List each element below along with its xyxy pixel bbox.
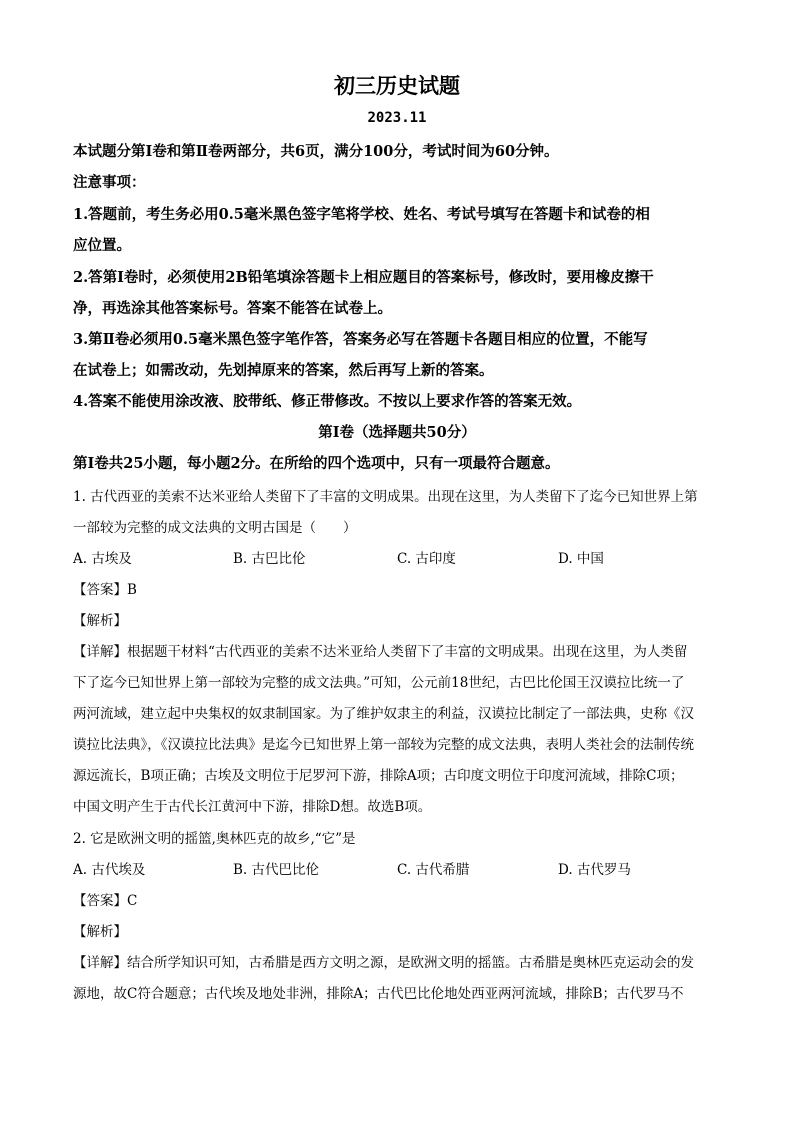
option-b: B. 古代巴比伦: [233, 862, 320, 878]
detail-line: 下了迄今已知世界上第一部较为完整的成文法典。”可知，公元前18世纪，古巴比伦国王汉谟拉比统一了: [73, 675, 685, 691]
exam-date: 2023.11: [367, 110, 427, 126]
option-d: D. 古代罗马: [558, 862, 631, 878]
page-title: 初三历史试题: [334, 73, 460, 98]
detail-line: 【详解】根据题干材料“古代西亚的美索不达米亚给人类留下了丰富的文明成果。出现在这里，为人类留: [73, 644, 688, 660]
analysis-label: 【解析】: [73, 613, 127, 629]
option-a: A. 古埃及: [73, 551, 132, 567]
notice-line: 在试卷上；如需改动，先划掉原来的答案，然后再写上新的答案。: [73, 362, 494, 379]
notice-line: 4.答案不能使用涂改液、胶带纸、修正带修改。不按以上要求作答的答案无效。: [73, 393, 582, 410]
analysis-label: 【解析】: [73, 924, 127, 940]
notice-title: 注意事项：: [73, 174, 146, 191]
option-c: C. 古印度: [397, 551, 456, 567]
notice-line: 3.第Ⅱ卷必须用0.5毫米黑色签字笔作答，答案务必写在答题卡各题目相应的位置，不能写: [73, 331, 648, 348]
option-b: B. 古巴比伦: [233, 551, 306, 567]
detail-line: 【详解】结合所学知识可知，古希腊是西方文明之源，是欧洲文明的摇篮。古希腊是奥林匹克运动会的发: [73, 955, 694, 971]
notice-line: 1.答题前，考生务必用0.5毫米黑色签字笔将学校、姓名、考试号填写在答题卡和试卷的相: [73, 206, 650, 223]
intro-text: 本试题分第Ⅰ卷和第Ⅱ卷两部分，共6页，满分100分，考试时间为60分钟。: [73, 143, 559, 160]
question-stem: 2. 它是欧洲文明的摇篮,奥林匹克的故乡,“它”是: [73, 831, 356, 847]
question-stem: 1. 古代西亚的美索不达米亚给人类留下了丰富的文明成果。出现在这里，为人类留下了迄今已知世界上第: [73, 489, 698, 505]
notice-line: 应位置。: [73, 237, 131, 254]
detail-line: 两河流域，建立起中央集权的奴隶制国家。为了维护奴隶主的利益，汉谟拉比制定了一部法典，史称《汉: [73, 706, 694, 722]
section-title: 第Ⅰ卷（选择题共50分）: [318, 424, 476, 441]
detail-line: 源远流长，B项正确；古埃及文明位于尼罗河下游，排除A项；古印度文明位于印度河流域，排除C项；: [73, 768, 684, 784]
option-a: A. 古代埃及: [73, 862, 146, 878]
notice-line: 净，再选涂其他答案标号。答案不能答在试卷上。: [73, 300, 392, 317]
option-d: D. 中国: [558, 551, 604, 567]
section-instruction: 第Ⅰ卷共25小题，每小题2分。在所给的四个选项中，只有一项最符合题意。: [73, 455, 560, 472]
detail-line: 中国文明产生于古代长江黄河中下游，排除D想。故选B项。: [73, 799, 432, 815]
notice-line: 2.答第Ⅰ卷时，必须使用2B铅笔填涂答题卡上相应题目的答案标号，修改时，要用橡皮擦干: [73, 269, 654, 286]
question-stem: 一部较为完整的成文法典的文明古国是（ ）: [73, 520, 357, 536]
answer-label: 【答案】B: [73, 582, 137, 598]
answer-label: 【答案】C: [73, 893, 138, 909]
detail-line: 源地，故C符合题意；古代埃及地处非洲，排除A；古代巴比伦地处西亚两河流域，排除B；古代罗马不: [73, 986, 684, 1002]
option-c: C. 古代希腊: [397, 862, 470, 878]
detail-line: 谟拉比法典》，《汉谟拉比法典》是迄今已知世界上第一部较为完整的成文法典，表明人类社会的法制传统: [73, 737, 694, 753]
